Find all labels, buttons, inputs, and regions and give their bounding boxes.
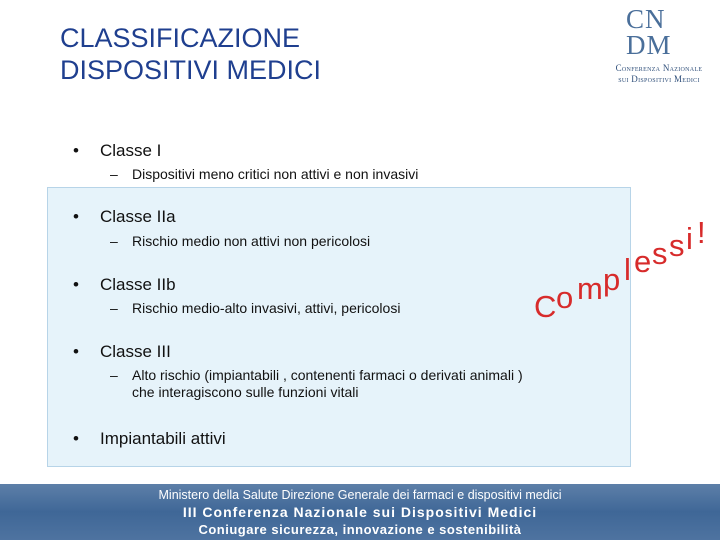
sub-text: Rischio medio non attivi non pericolosi xyxy=(132,233,371,249)
bullet-classe-2b xyxy=(73,275,176,295)
footer-line2: III Conferenza Nazionale sui Dispositivi Medici xyxy=(182,504,538,520)
footer-banner xyxy=(0,484,720,540)
logo-monogram xyxy=(626,4,686,60)
callout-letter: C xyxy=(534,289,557,324)
callout-letter: i xyxy=(686,221,693,256)
logo-letters-bottom: DM xyxy=(626,30,672,60)
bullet-marker: • xyxy=(73,429,79,448)
bullet-classe-2a xyxy=(73,207,176,227)
callout-letter: l xyxy=(624,252,631,287)
sub-item-classe-3 xyxy=(110,367,523,401)
sub-text-line2: che interagiscono sulle funzioni vitali xyxy=(132,384,359,400)
bullet-classe-1 xyxy=(73,141,161,161)
sub-text-line1: Alto rischio (impiantabili , contenenti farmaci o derivati animali ) xyxy=(132,367,523,383)
sub-item-classe-1 xyxy=(110,166,418,183)
sub-marker: – xyxy=(110,367,118,383)
callout-letter: s xyxy=(652,236,668,271)
bullet-marker: • xyxy=(73,342,79,361)
footer-line1: Ministero della Salute Direzione Generale dei farmaci e dispositivi medici xyxy=(158,488,562,502)
bullet-label: Impiantabili attivi xyxy=(100,429,226,448)
cndm-logo xyxy=(600,5,718,87)
sub-marker: – xyxy=(110,300,118,316)
logo-letters-top: CN xyxy=(626,4,666,34)
slide-title-line2: DISPOSITIVI MEDICI xyxy=(60,55,322,85)
sub-marker: – xyxy=(110,233,118,249)
bullet-marker: • xyxy=(73,275,79,294)
logo-caption-line1: Conferenza Nazionale xyxy=(615,63,703,73)
slide-title xyxy=(60,22,321,86)
bullet-marker: • xyxy=(73,207,79,226)
slide-title-line1: CLASSIFICAZIONE xyxy=(60,23,301,53)
bullet-marker: • xyxy=(73,141,79,160)
callout-letter: o xyxy=(556,280,574,315)
bullet-label: Classe IIa xyxy=(100,207,176,226)
bullet-classe-3 xyxy=(73,342,171,362)
callout-letter: e xyxy=(634,244,652,279)
callout-letter: s xyxy=(669,228,685,263)
footer-line3: Coniugare sicurezza, innovazione e sostenibilità xyxy=(198,522,522,537)
bullet-label: Classe IIb xyxy=(100,275,176,294)
content-highlight-box xyxy=(47,187,631,467)
bullet-label: Classe I xyxy=(100,141,162,160)
sub-item-classe-2b xyxy=(110,300,400,317)
sub-marker: – xyxy=(110,166,118,182)
callout-letter: p xyxy=(603,262,621,297)
callout-letter: ! xyxy=(697,215,706,250)
callout-letter: m xyxy=(577,271,603,306)
bullet-label: Classe III xyxy=(100,342,171,361)
sub-text: Rischio medio-alto invasivi, attivi, pericolosi xyxy=(132,300,401,316)
logo-caption-line2: sui Dispositivi Medici xyxy=(618,74,700,84)
sub-item-classe-2a xyxy=(110,233,370,250)
sub-text: Dispositivi meno critici non attivi e non invasivi xyxy=(132,166,419,182)
bullet-impiantabili-attivi xyxy=(73,429,226,449)
